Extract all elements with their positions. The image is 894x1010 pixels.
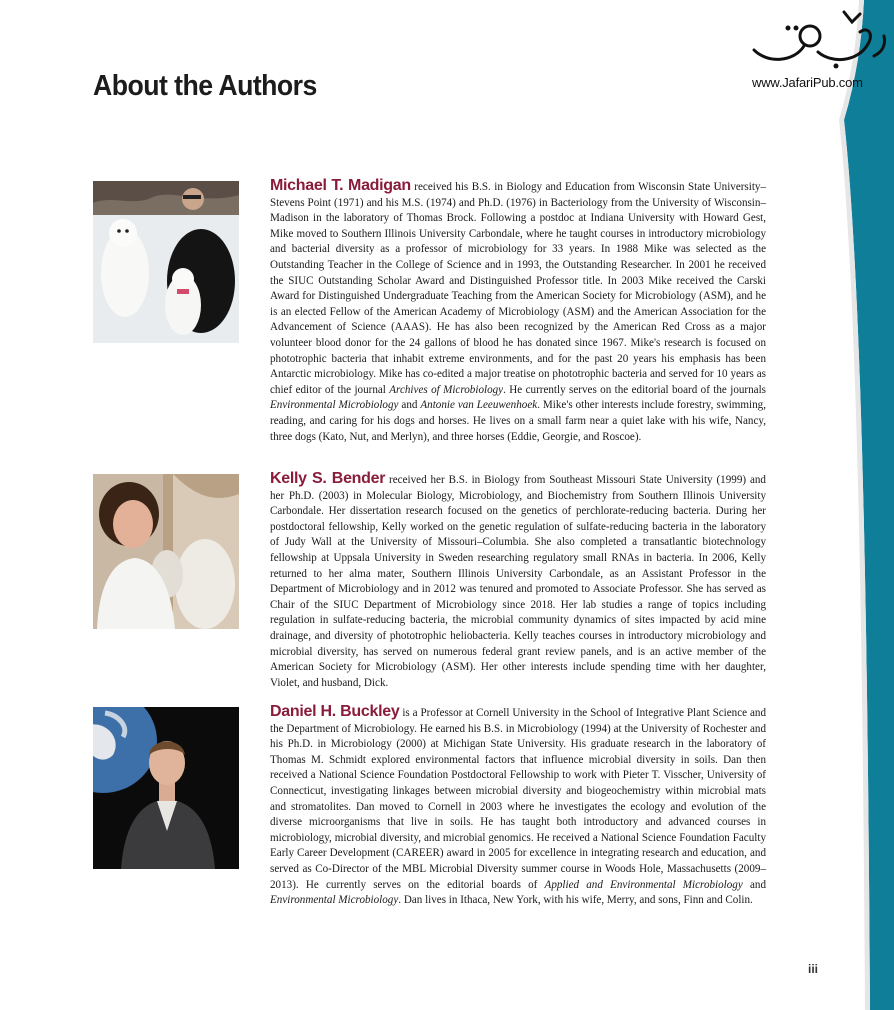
author-bio-bender: Kelly S. Bender received her B.S. in Biology from Southeast Missouri State University (1999) and her Ph.D. (2003) in Molecular Biology, Microbiology, and Biochemistry from Southern Illinois University Carbondale. Her dissertation research focused on the genetics of perchlorate-reducing bacteria. During her postdoctoral fellowship, Kelly worked on the genetic regulation of sulfate-reducing bacteria in the laboratory of Judy Wall at the University of Missouri–Columbia. She also completed a transatlantic biotechnology fellowship at Uppsala University in Sweden researching regulatory small RNAs in bacteria. In 2006, Kelly returned to her alma mater, Southern Illinois University Carbondale, as an Assistant Professor in the Department of Microbiology and in 2012 was tenured and promoted to Associate Professor. She has served as Chair of the SIUC Department of Microbiology since 2018. Her lab studies a range of topics including regulation in sulfate-reducing bacteria, the microbial community dynamics of sites impacted by acid mine drainage, and diversity of phototrophic heliobacteria. Kelly teaches courses in introductory microbiology and microbial diversity, has served on numerous federal grant review panels, and is an active member of the American Society for Microbiology (ASM). Her other interests include spending time with her daughter, Violet, and husband, Dick. (270, 470, 766, 689)
author-photo-bender (93, 474, 239, 629)
journal-title: Environmental Microbiology (270, 894, 399, 907)
author-name: Michael T. Madigan (270, 177, 411, 194)
publisher-url: www.JafariPub.com (752, 75, 863, 90)
author-name: Daniel H. Buckley (270, 703, 400, 720)
author-photo-buckley (93, 707, 239, 869)
author-bio-buckley: Daniel H. Buckley is a Professor at Cornell University in the School of Integrative Plant Science and the Department of Microbiology. He earned his B.S. in Microbiology (1994) at the University of Rochester and his Ph.D. in Microbiology (2000) at Michigan State University. His graduate research in the laboratory of Thomas M. Schmidt explored environmental factors that influence microbial diversity in soils. Dan then received a National Science Foundation Postdoctoral Fellowship to work with Pieter T. Visscher, University of Connecticut, investigating linkages between microbial diversity and biogeochemistry within microbial mats and stromatolites. Dan moved to Cornell in 2003 where he investigates the ecology and evolution of the diverse microorganisms that live in soils. He has taught both introductory and advanced courses in microbiology, microbial diversity, and microbial genomics. He received a National Science Foundation Faculty Early Career Development (CAREER) award in 2005 for excellence in integrating research and education, and served as Co-Director of the MBL Microbial Diversity summer course in Woods Hole, Massachusetts (2009–2013). He currently serves on the editorial boards of Applied and Environmental Microbiology and Environmental Microbiology. Dan lives in Ithaca, New York, with his wife, Merry, and sons, Finn and Colin. (270, 703, 766, 907)
page-title: About the Authors (93, 70, 317, 102)
journal-title: Applied and Environmental Microbiology (544, 878, 743, 891)
author-bio-madigan: Michael T. Madigan received his B.S. in Biology and Education from Wisconsin State University–Stevens Point (1971) and his M.S. (1974) and Ph.D. (1976) in Bacteriology from the University of Wisconsin–Madison in the laboratory of Thomas Brock. Following a postdoc at Indiana University with Howard Gest, Mike moved to Southern Illinois University Carbondale, where he taught courses in introductory microbiology and bacterial diversity as a professor of microbiology for 33 years. In 1988 Mike was selected as the Outstanding Teacher in the College of Science and in 1993, the Outstanding Researcher. In 2001 he received the SIUC Outstanding Scholar Award and Distinguished Professor title. In 2003 Mike received the Carski Award for Distinguished Undergraduate Teaching from the American Society for Microbiology (ASM), and he is an elected Fellow of the American Academy of Microbiology (ASM) and the American Association for the Advancement of Science (AAAS). He has also been recognized by the American Red Cross as a major volunteer blood donor for the 24 gallons of blood he has donated since 1967. Mike's research is focused on phototrophic bacteria that inhabit extreme environments, and for the past 20 years his emphasis has been Antarctic microbiology. Mike has co-edited a major treatise on phototrophic bacteria and served for 10 years as chief editor of the journal Archives of Microbiology. He currently serves on the editorial board of the journals Environmental Microbiology and Antonie van Leeuwenhoek. Mike's other interests include forestry, swimming, reading, and caring for his dogs and horses. He lives on a small farm near a quiet lake with his wife, Nancy, three dogs (Kato, Nut, and Merlyn), and three horses (Eddie, Georgie, and Roscoe). (270, 177, 767, 443)
journal-title: Environmental Microbiology (270, 399, 399, 412)
journal-title: Antonie van Leeuwenhoek (420, 399, 538, 412)
journal-title: Archives of Microbiology (389, 383, 504, 396)
page-number: iii (808, 962, 819, 976)
author-name: Kelly S. Bender (270, 470, 386, 487)
page-edge-decoration (834, 0, 894, 1010)
author-photo-madigan (93, 181, 239, 343)
